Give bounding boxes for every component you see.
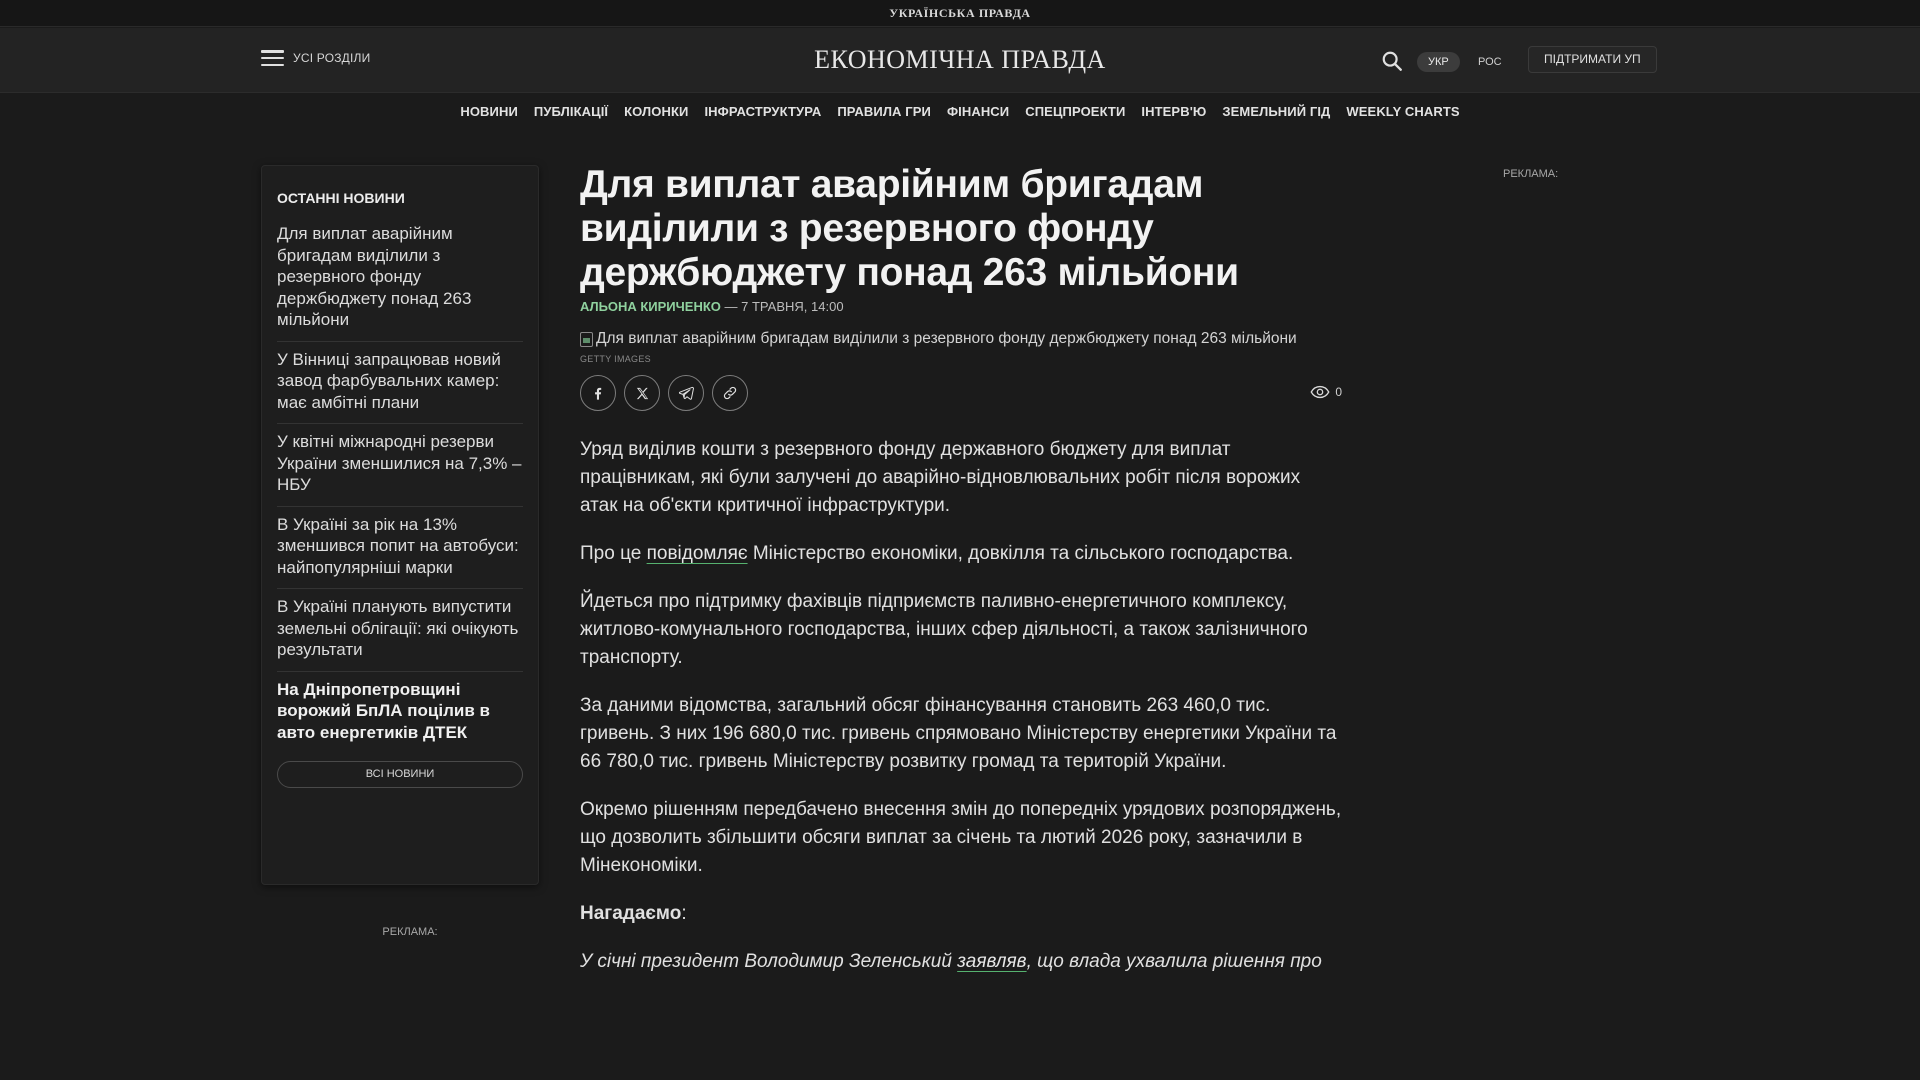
all-news-button[interactable]: ВСІ НОВИНИ [277, 761, 523, 788]
bottom-fade [0, 990, 1920, 1080]
share-bar [580, 375, 1342, 411]
nav-item-weekly-charts[interactable]: WEEKLY CHARTS [1346, 104, 1460, 119]
article-paragraph [580, 900, 1342, 928]
share-facebook-button[interactable] [580, 375, 616, 411]
article-body [580, 436, 1342, 976]
share-x-button[interactable] [624, 375, 660, 411]
publish-date: — 7 ТРАВНЯ, 14:00 [720, 299, 844, 314]
author-link[interactable]: АЛЬОНА КИРИЧЕНКО [580, 299, 721, 314]
nav-item-special-projects[interactable]: СПЕЦПРОЕКТИ [1025, 104, 1126, 119]
lang-ros-button[interactable]: РОС [1478, 56, 1502, 68]
views-count: 0 [1335, 385, 1342, 399]
image-icon [580, 332, 593, 347]
search-icon[interactable] [1381, 50, 1403, 72]
news-list-item[interactable]: На Дніпропетровщині ворожий БпЛА поцілив в авто енергетиків ДТЕК [277, 679, 490, 742]
reminder-label: Нагадаємо [580, 903, 682, 924]
nav-item-columns[interactable]: КОЛОНКИ [624, 104, 689, 119]
nav-item-infrastructure[interactable]: ІНФРАСТРУКТУРА [704, 104, 822, 119]
article-paragraph [580, 948, 1342, 976]
news-list-item[interactable]: В Україні за рік на 13% зменшився попит на автобуси: найпопулярніші марки [277, 507, 523, 590]
top-strip [0, 0, 1920, 27]
copy-link-button[interactable] [712, 375, 748, 411]
all-sections-label[interactable]: УСІ РОЗДІЛИ [293, 51, 371, 65]
article-paragraph: Уряд виділив кошти з резервного фонду державного бюджету для виплат працівникам, які були залучені до аварійно-відновлювальних робіт після ворожих атак на об'єкти критичної інфраструктури. [580, 439, 1301, 516]
article-image [580, 330, 1342, 348]
site-header [0, 28, 1920, 93]
article-image-alt: Для виплат аварійним бригадам виділили з резервного фонду держбюджету понад 263 мільйони [596, 330, 1297, 347]
article-headline: Для виплат аварійним бригадам виділили з резервного фонду держбюджету понад 263 мільйони [580, 163, 1239, 294]
news-list-item[interactable]: У Вінниці запрацював новий завод фарбувальних камер: має амбітні плани [277, 342, 523, 425]
article [580, 163, 1342, 976]
latest-news-panel [261, 165, 539, 885]
lang-ukr-button[interactable]: УКР [1417, 52, 1460, 72]
text-segment: Міністерство економіки, довкілля та сільського господарства. [747, 543, 1294, 564]
text-segment: У січні президент Володимир Зеленський [580, 951, 958, 972]
news-list-item[interactable]: У квітні міжнародні резерви України зменшилися на 7,3% – НБУ [277, 424, 523, 507]
news-list-item[interactable]: Для виплат аварійним бригадам виділили з резервного фонду держбюджету понад 263 мільйони [277, 216, 523, 342]
text-segment: , що влада ухвалила рішення про [1026, 951, 1322, 972]
site-logo[interactable]: ЕКОНОМІЧНА ПРАВДА [814, 45, 1106, 74]
share-telegram-button[interactable] [668, 375, 704, 411]
article-paragraph: Йдеться про підтримку фахівців підприємств паливно-енергетичного комплексу, житлово-комунального господарства, інших сфер діяльності, а також залізничного транспорту. [580, 591, 1308, 668]
statement-link[interactable]: заявляв [957, 951, 1027, 972]
nav-item-interviews[interactable]: ІНТЕРВ'Ю [1141, 104, 1207, 119]
support-button[interactable]: ПІДТРИМАТИ УП [1528, 46, 1657, 73]
text-segment: : [681, 903, 687, 924]
facebook-icon [590, 385, 606, 401]
article-paragraph: За даними відомства, загальний обсяг фінансування становить 263 460,0 тис. гривень. З них 196 680,0 тис. гривень спрямовано Міністерству енергетики України та 66 780,0 тис. гривень Міністерству розвитку громад та територій України. [580, 695, 1337, 772]
nav-item-news[interactable]: НОВИНИ [460, 104, 518, 119]
nav-item-publications[interactable]: ПУБЛІКАЦІЇ [533, 104, 609, 119]
link-icon [722, 385, 738, 401]
article-byline [580, 299, 1342, 314]
ad-label-left: РЕКЛАМА: [382, 926, 438, 938]
main-nav [0, 104, 1920, 119]
source-link[interactable]: повідомляє [646, 543, 748, 564]
nav-item-finance[interactable]: ФІНАНСИ [946, 104, 1010, 119]
news-list-item[interactable]: В Україні планують випустити земельні облігації: які очікують результати [277, 589, 523, 672]
nav-item-rules[interactable]: ПРАВИЛА ГРИ [837, 104, 931, 119]
text-segment: Про це [580, 543, 647, 564]
image-credit: GETTY IMAGES [580, 354, 651, 364]
latest-news-title: ОСТАННІ НОВИНИ [277, 190, 405, 206]
x-icon [635, 386, 650, 401]
eye-icon [1310, 385, 1330, 399]
article-paragraph [580, 540, 1342, 568]
telegram-icon [678, 385, 694, 401]
up-brand-link[interactable]: УКРАЇНСЬКА ПРАВДА [889, 5, 1031, 20]
nav-item-land-guide[interactable]: ЗЕМЕЛЬНИЙ ГІД [1222, 104, 1331, 119]
article-paragraph: Окремо рішенням передбачено внесення змін до попередніх урядових розпоряджень, що дозволить збільшити обсяги виплат за січень та лютий 2026 року, зазначили в Мінекономіки. [580, 799, 1342, 876]
ad-label-right: РЕКЛАМА: [1503, 168, 1559, 180]
views-counter [1310, 385, 1342, 399]
